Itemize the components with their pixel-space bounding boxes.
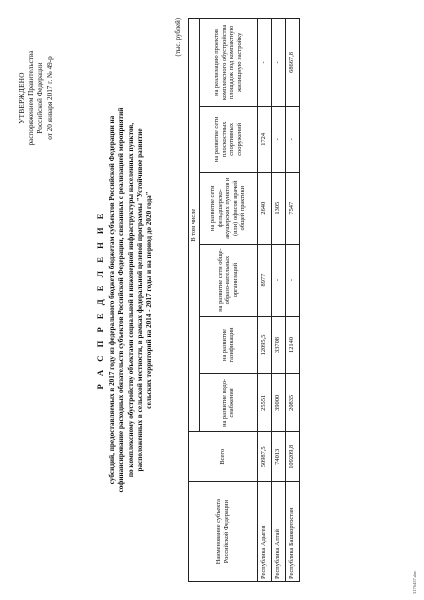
cell-water: 39000 (271, 374, 285, 432)
cell-medical: 7547 (285, 172, 299, 244)
header-total: Всего (189, 432, 258, 482)
document-title: Р А С П Р Е Д Е Л Е Н И Е (95, 210, 105, 390)
subtitle-line: сельских территорий на 2014 - 2017 годы и на период до 2020 года" (145, 191, 154, 409)
approval-block (18, 18, 55, 178)
cell-education: - (271, 244, 285, 316)
subtitle-line: субсидий, предоставляемых в 2017 году из федерального бюджета бюджетам субъектов Российской Федерации на (108, 115, 116, 485)
cell-total: 109209,8 (285, 432, 299, 482)
cell-total: 50987,5 (257, 432, 271, 482)
document-subtitle (108, 40, 154, 560)
cell-region: Республика Адыгея (257, 482, 271, 582)
cell-region: Республика Алтай (271, 482, 285, 582)
cell-gas: 33708 (271, 316, 285, 374)
subtitle-line: по комплексному обустройству объектами социальной и инженерной инфраструктуры населенных пунктов, (126, 122, 135, 478)
approval-line: распоряжением Правительства (27, 50, 36, 146)
approval-line: Российской Федерации (36, 62, 45, 134)
header-including: В том числе (189, 19, 200, 432)
cell-total: 74013 (271, 432, 285, 482)
cell-region: Республика Башкортостан (285, 482, 299, 582)
cell-gas: 12140 (285, 316, 299, 374)
table-row (257, 19, 271, 582)
cell-education: - (285, 244, 299, 316)
cell-housing: - (271, 19, 285, 107)
subtitle-line: софинансирование расходных обязательств субъектов Российской Федерации, связанных с реализацией мероприятий (117, 107, 126, 493)
header-medical: на развитие сети фельдшерско-акушерских пунктов и (или) офисов врачей общей практики (199, 172, 257, 244)
cell-water: 20835 (285, 374, 299, 432)
header-sport: на развитие сети плоскостных спортивных сооружений (199, 106, 257, 172)
cell-medical: 1305 (271, 172, 285, 244)
header-water: на развитие водо-снабжения (199, 374, 257, 432)
subtitle-line: расположенных в сельской местности, в рамках федеральной целевой программы "Устойчивое развитие (135, 128, 144, 472)
approval-heading: УТВЕРЖДЕНО (18, 72, 26, 124)
file-name-footer: 3176457.doc (412, 570, 417, 594)
header-gas: на развитие газификации (199, 316, 257, 374)
header-education: на развитие сети обще-образо-вательных организаций (199, 244, 257, 316)
subsidy-table (188, 18, 300, 582)
cell-education: 8977 (257, 244, 271, 316)
cell-sport: - (285, 106, 299, 172)
cell-gas: 12095,5 (257, 316, 271, 374)
header-name: Наименование субъекта Российской Федерации (189, 482, 258, 582)
cell-housing: 68667,8 (285, 19, 299, 107)
table-row (271, 19, 285, 582)
cell-medical: 2640 (257, 172, 271, 244)
header-housing: на реализацию проектов комплексного обустройства площадок под компактную жилищную застройку (199, 19, 257, 107)
cell-sport: 1724 (257, 106, 271, 172)
cell-housing: - (257, 19, 271, 107)
approval-date-line: от 20 января 2017 г. № 49-р (45, 56, 54, 140)
table-row (285, 19, 299, 582)
cell-water: 25551 (257, 374, 271, 432)
units-label: (тыс. рублей) (175, 18, 182, 57)
cell-sport: - (271, 106, 285, 172)
